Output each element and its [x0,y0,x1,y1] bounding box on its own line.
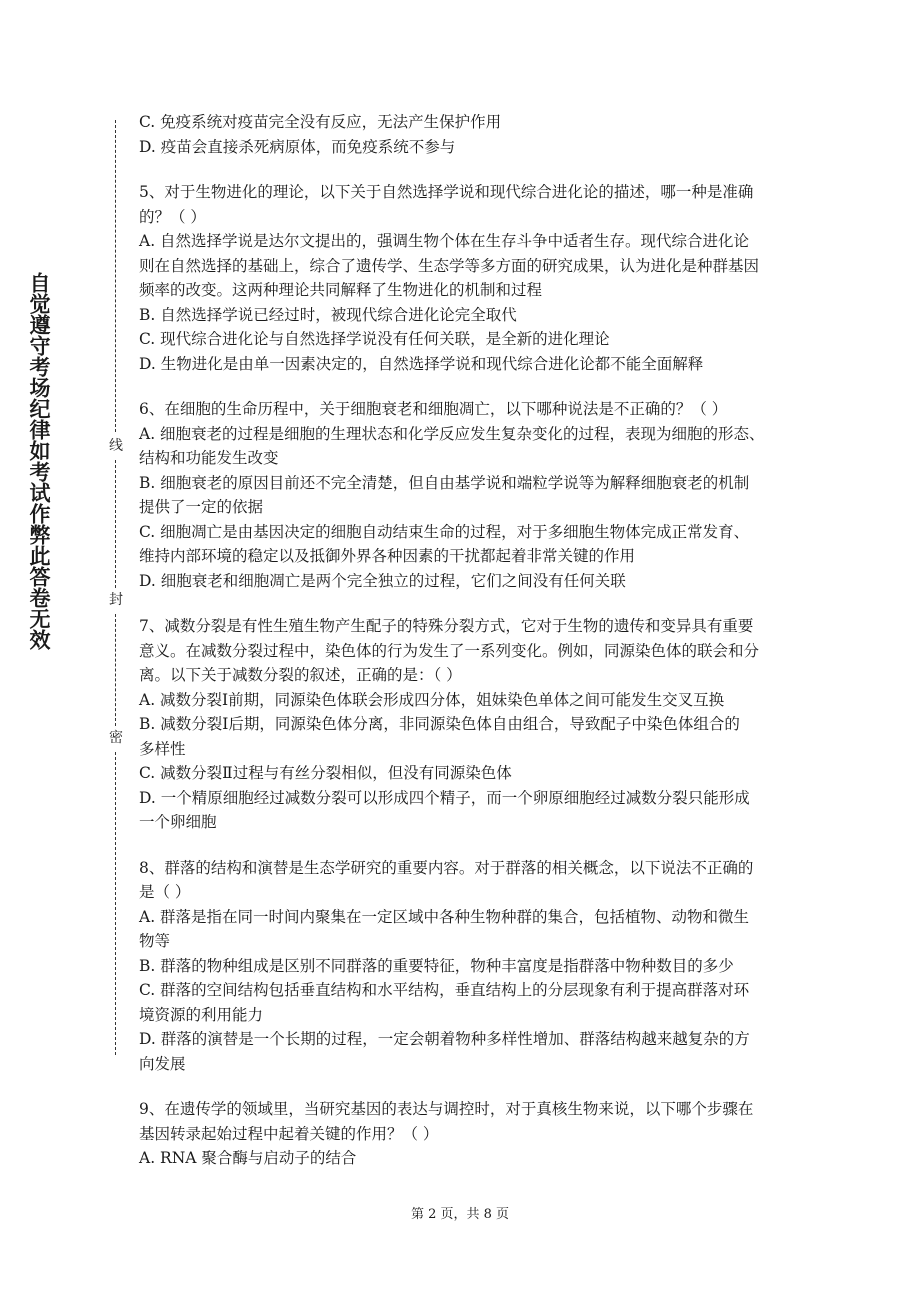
option-d: 向发展 [139,1054,186,1073]
option-b: 多样性 [139,739,186,758]
question-stem: 6、在细胞的生命历程中，关于细胞衰老和细胞凋亡，以下哪种说法是不正确的？（ ） [139,400,728,418]
option-d: D. 一个精原细胞经过减数分裂可以形成四个精子，而一个卵原细胞经过减数分裂只能形成 [139,788,750,807]
question-stem: 离。以下关于减数分裂的叙述，正确的是：（ ） [139,666,462,684]
question-stem: 7、减数分裂是有性生殖生物产生配子的特殊分裂方式，它对于生物的遗传和变异具有重要 [139,617,754,635]
option-c: C. 群落的空间结构包括垂直结构和水平结构，垂直结构上的分层现象有利于提高群落对环 [139,981,750,999]
option-b: B. 自然选择学说已经过时，被现代综合进化论完全取代 [139,305,517,324]
question-5 [139,180,789,376]
option-d: D. 群落的演替是一个长期的过程，一定会朝着物种多样性增加、群落结构越来越复杂的方 [139,1030,750,1048]
question-9 [139,1097,789,1171]
option-a: A. 自然选择学说是达尔文提出的，强调生物个体在生存斗争中适者生存。现代综合进化论 [139,232,750,250]
continued-options [139,110,789,159]
question-7 [139,614,789,835]
question-stem: 的？（ ） [139,207,206,226]
dashed-segment [115,752,116,1055]
question-stem: 5、对于生物进化的理论，以下关于自然选择学说和现代综合进化论的描述，哪一种是准确 [139,183,754,201]
option-b: B. 群落的物种组成是区别不同群落的重要特征，物种丰富度是指群落中物种数目的多少 [139,956,734,975]
question-8 [139,856,789,1077]
option-a: A. RNA 聚合酶与启动子的结合 [139,1149,357,1167]
dashed-segment [115,460,116,588]
question-stem: 意义。在减数分裂过程中，染色体的行为发生了一系列变化。例如，同源染色体的联会和分 [139,641,760,660]
page-number: 第 2 页，共 8 页 [410,1207,510,1222]
option-d: D. 生物进化是由单一因素决定的，自然选择学说和现代综合进化论都不能全面解释 [139,354,704,373]
option-c: 维持内部环境的稳定以及抵御外界各种因素的干扰都起着非常关键的作用 [139,547,636,565]
seal-char-mi: 密 [109,730,123,746]
option-a: 物等 [139,932,171,950]
seal-char-feng: 封 [109,592,123,608]
dashed-segment [115,614,116,726]
option-d: D. 疫苗会直接杀死病原体，而免疫系统不参与 [139,137,456,156]
option-a: 频率的改变。这两种理论共同解释了生物进化的机制和过程 [139,281,543,299]
question-stem: 8、群落的结构和演替是生态学研究的重要内容。对于群落的相关概念，以下说法不正确的 [139,858,754,877]
option-a: A. 减数分裂Ⅰ前期，同源染色体联会形成四分体，姐妹染色单体之间可能发生交叉互换 [139,690,725,709]
option-b: B. 减数分裂Ⅰ后期，同源染色体分离，非同源染色体自由组合，导致配子中染色体组合的 [139,715,740,733]
question-stem: 基因转录起始过程中起着关键的作用？（ ） [139,1124,439,1143]
exam-discipline-warning: 自觉遵守考场纪律如考试作弊此答卷无效 [27,272,51,650]
option-c: C. 现代综合进化论与自然选择学说没有任何关联，是全新的进化理论 [139,330,610,348]
seal-char-xian: 线 [109,438,123,454]
question-stem: 是（ ） [139,883,191,901]
option-d: D. 细胞衰老和细胞凋亡是两个完全独立的过程，它们之间没有任何关联 [139,571,626,590]
seal-line [106,120,126,1055]
question-stem: 9、在遗传学的领域里，当研究基因的表达与调控时，对于真核生物来说，以下哪个步骤在 [139,1100,754,1118]
option-c: 境资源的利用能力 [139,1005,264,1024]
option-b: B. 细胞衰老的原因目前还不完全清楚，但自由基学说和端粒学说等为解释细胞衰老的机制 [139,473,750,492]
option-a: 结构和功能发生改变 [139,449,279,467]
dashed-segment [115,120,116,432]
option-c: C. 细胞凋亡是由基因决定的细胞自动结束生命的过程，对于多细胞生物体完成正常发育、 [139,522,750,541]
option-a: 则在自然选择的基础上，综合了遗传学、生态学等多方面的研究成果，认为进化是种群基因 [139,256,760,275]
option-c: C. 免疫系统对疫苗完全没有反应，无法产生保护作用 [139,113,502,131]
option-a: A. 细胞衰老的过程是细胞的生理状态和化学反应发生复杂变化的过程，表现为细胞的形态、 [139,424,765,443]
exam-content [139,110,789,1171]
option-d: 一个卵细胞 [139,813,217,831]
option-a: A. 群落是指在同一时间内聚集在一定区域中各种生物种群的集合，包括植物、动物和微生 [139,907,750,926]
question-6 [139,397,789,593]
option-c: C. 减数分裂Ⅱ过程与有丝分裂相似，但没有同源染色体 [139,764,512,782]
option-b: 提供了一定的依据 [139,498,264,516]
